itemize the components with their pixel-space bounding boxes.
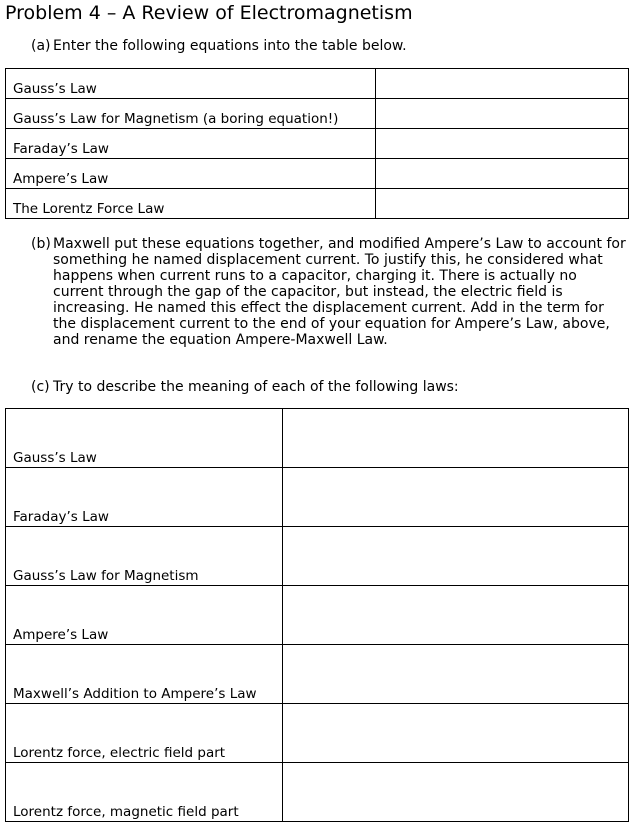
meaning-label-lorentz-electric: Lorentz force, electric field part xyxy=(6,704,283,763)
table-row xyxy=(6,468,629,527)
meaning-answer-cell[interactable] xyxy=(283,409,629,468)
table-row xyxy=(6,704,629,763)
part-c-instruction xyxy=(31,379,459,395)
part-c-marker: (c) xyxy=(31,379,50,395)
meaning-answer-cell[interactable] xyxy=(283,763,629,822)
part-a-marker: (a) xyxy=(31,38,51,54)
part-a-instruction xyxy=(31,38,407,54)
part-a-text: Enter the following equations into the table below. xyxy=(53,38,407,54)
equation-answer-cell[interactable] xyxy=(376,69,629,99)
table-row xyxy=(6,189,629,219)
meaning-label-ampere: Ampere’s Law xyxy=(6,586,283,645)
meanings-table xyxy=(5,408,629,822)
equation-answer-cell[interactable] xyxy=(376,99,629,129)
equation-answer-cell[interactable] xyxy=(376,159,629,189)
table-row xyxy=(6,527,629,586)
meaning-answer-cell[interactable] xyxy=(283,704,629,763)
equation-label-faraday: Faraday’s Law xyxy=(6,129,376,159)
meaning-label-lorentz-magnetic: Lorentz force, magnetic field part xyxy=(6,763,283,822)
table-row xyxy=(6,409,629,468)
table-row xyxy=(6,586,629,645)
part-c-text: Try to describe the meaning of each of the following laws: xyxy=(53,379,459,395)
part-b-marker: (b) xyxy=(31,236,51,252)
equation-label-ampere: Ampere’s Law xyxy=(6,159,376,189)
table-row xyxy=(6,129,629,159)
page-title: Problem 4 – A Review of Electromagnetism xyxy=(5,2,413,24)
equation-label-gauss: Gauss’s Law xyxy=(6,69,376,99)
table-row xyxy=(6,763,629,822)
part-b-text: Maxwell put these equations together, and modified Ampere’s Law to account for something he named displacement current. To justify this, he considered what happens when current runs to a capacitor, charging it. There is actually no current through the gap of the capacitor, but instead, the electric field is increasing. He named this effect the displacement current. Add in the term for the displacement current to the end of your equation for Ampere’s Law, above, and rename the equation Ampere-Maxwell Law. xyxy=(53,236,626,348)
meaning-answer-cell[interactable] xyxy=(283,645,629,704)
meaning-label-gauss: Gauss’s Law xyxy=(6,409,283,468)
meaning-answer-cell[interactable] xyxy=(283,527,629,586)
equations-table xyxy=(5,68,629,219)
table-row xyxy=(6,69,629,99)
meaning-label-faraday: Faraday’s Law xyxy=(6,468,283,527)
equation-answer-cell[interactable] xyxy=(376,129,629,159)
part-b-instruction xyxy=(31,236,631,348)
table-row xyxy=(6,99,629,129)
meaning-label-maxwell-addition: Maxwell’s Addition to Ampere’s Law xyxy=(6,645,283,704)
meaning-answer-cell[interactable] xyxy=(283,468,629,527)
meaning-label-gauss-magnetism: Gauss’s Law for Magnetism xyxy=(6,527,283,586)
table-row xyxy=(6,645,629,704)
table-row xyxy=(6,159,629,189)
equation-label-gauss-magnetism: Gauss’s Law for Magnetism (a boring equation!) xyxy=(6,99,376,129)
equation-answer-cell[interactable] xyxy=(376,189,629,219)
equation-label-lorentz: The Lorentz Force Law xyxy=(6,189,376,219)
meaning-answer-cell[interactable] xyxy=(283,586,629,645)
